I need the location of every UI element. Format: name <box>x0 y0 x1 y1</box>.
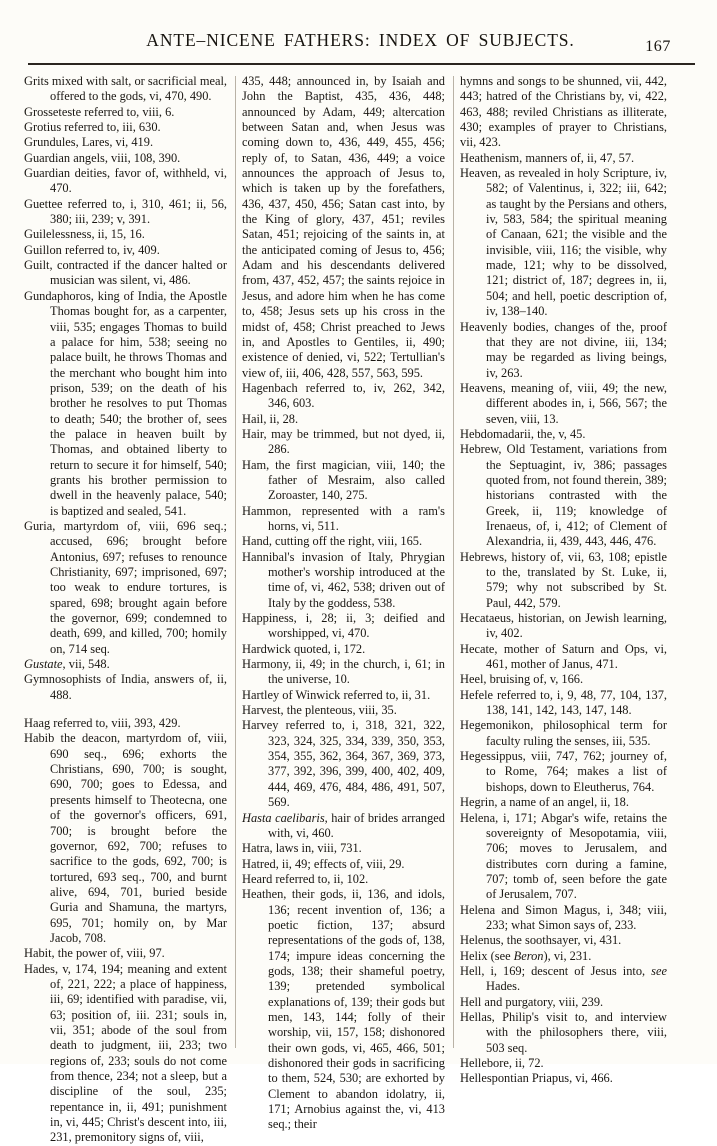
index-entry: Hatred, ii, 49; effects of, viii, 29. <box>242 856 405 871</box>
index-entry-continuation: 435, 448; announced in, by Isaiah and John the Baptist, 435, 436, 448; announced by Adam, 449; altercation between Satan and, when Jesus was coming down to, 436, 449, 455, 456; reply of, to Satan, 436, 449; a voice announces the approach of Jesus to, which is taken up by the forefathers, 436, 437, 450, 456; Satan cast into, by the King of glory, 437, 451; reviles Satan, 451; rejoicing of the saints in, at the anticipated coming of Jesus to, 456; Adam and his descendants delivered from, 437, 452, 457; the saints rejoice in Jesus, and adore him when he has come to, 458; Jesus sets up his cross in the midst of, 458; Christ preached to Jews in, and Apostles to Gentiles, ii, 490; existence of denied, vi, 522; Tertullian's view of, iii, 406, 428, 557, 563, 595. <box>242 74 445 380</box>
index-entry: Hegemonikon, philosophical term for faculty ruling the senses, iii, 535. <box>460 718 667 748</box>
index-entry: Grotius referred to, iii, 630. <box>24 120 161 135</box>
index-entry: Hagenbach referred to, iv, 262, 342, 346, 603. <box>242 380 445 411</box>
index-entry: Harvey referred to, i, 318, 321, 322, 323, 324, 325, 334, 339, 350, 353, 354, 355, 362, 364, 367, 369, 373, 377, 392, 396, 399, 400, 402, 409, 444, 469, 476, 484, 486, 491, 507, 569. <box>242 718 445 810</box>
running-head-title: ANTE–NICENE FATHERS: INDEX OF SUBJECTS. <box>146 30 575 50</box>
index-entry: Guettee referred to, i, 310, 461; ii, 56, 380; iii, 239; v, 391. <box>24 196 227 227</box>
index-entry: Hair, may be trimmed, but not dyed, ii, 286. <box>242 426 445 457</box>
index-entry: Guardian angels, viii, 108, 390. <box>24 150 181 165</box>
index-entry: Hefele referred to, i, 9, 48, 77, 104, 137, 138, 141, 142, 143, 147, 148. <box>460 687 667 718</box>
column-divider-2 <box>453 76 454 1048</box>
index-entry: Happiness, i, 28; ii, 3; deified and worshipped, vi, 470. <box>242 611 445 641</box>
index-entry: Hebdomadarii, the, v, 45. <box>460 426 586 441</box>
index-entry: Grosseteste referred to, viii, 6. <box>24 104 175 119</box>
index-column-3 <box>460 74 669 1087</box>
index-entry: Guria, martyrdom of, viii, 696 seq.; accused, 696; brought before Antonius, 697; refuses to renounce Christianity, 697; imprisoned, 697; too weak to endure tortures, is spared, 698; brought again before the governor, 699; condemned to death, 699, and killed, 700; homily on, 714 seq. <box>24 518 227 656</box>
index-entry: Harmony, ii, 49; in the church, i, 61; in the universe, 10. <box>242 657 445 687</box>
index-entry: Hasta caelibaris, hair of brides arranged with, vi, 460. <box>242 810 445 840</box>
index-columns <box>24 74 699 1145</box>
page-folio-number: 167 <box>645 38 671 55</box>
index-entry: Hellebore, ii, 72. <box>460 1056 544 1070</box>
index-entry: Helena and Simon Magus, i, 348; viii, 233; what Simon says of, 233. <box>460 902 667 932</box>
index-entry: Hammon, represented with a ram's horns, vi, 511. <box>242 503 445 533</box>
index-entry-continuation: hymns and songs to be shunned, vii, 442, 443; hatred of the Christians by, vi, 422, 463, 488; reviled Christians as illiterate, 430; examples of prayer to Christians, vii, 423. <box>460 74 667 150</box>
index-entry: Guardian deities, favor of, withheld, vi, 470. <box>24 166 227 196</box>
index-entry: Heavenly bodies, changes of the, proof that they are not divine, iii, 134; may be regarded as living beings, iv, 263. <box>460 319 667 380</box>
index-entry: Hebrew, Old Testament, variations from the Septuagint, iv, 386; passages quoted from, not found therein, 389; historians contrasted with the Greek, ii, 119; knowledge of Irenaeus, of, i, 412; of Clement of Alexandria, ii, 439, 443, 446, 476. <box>460 442 667 549</box>
index-entry: Hail, ii, 28. <box>242 411 299 426</box>
index-entry: Helix (see Beron), vi, 231. <box>460 948 592 963</box>
letter-section-break <box>24 703 229 716</box>
index-entry: Haag referred to, viii, 393, 429. <box>24 716 181 731</box>
index-column-2 <box>242 74 447 1133</box>
index-entry: Grits mixed with salt, or sacrificial meal, offered to the gods, vi, 470, 490. <box>24 74 228 104</box>
index-entry: Heathen, their gods, ii, 136, and idols, 136; recent invention of, 136; a poetic fiction, 137; absurd representations of the gods of, 138, 174; impure ideas concerning the gods, 138; their shameful poetry, 139; pretended symbolical explanations of, 139; their gods but men, 143, 144; folly of their worship, vii, 157, 158; dishonored their own gods, vi, 465, 466, 501; dishonored their gods in sacrificing to them, 524, 530; are exhorted by Clement to abandon idolatry, ii, 171; Arnobius against the, vi, 413 seq.; their <box>242 887 445 1132</box>
index-entry: Hecataeus, historian, on Jewish learning, iv, 402. <box>460 611 667 641</box>
index-entry: Hardwick quoted, i, 172. <box>242 641 366 656</box>
column-divider-1 <box>235 76 236 1048</box>
index-entry: Gustate, vii, 548. <box>24 657 110 672</box>
index-entry: Gundaphoros, king of India, the Apostle Thomas bought for, as a carpenter, viii, 535; engages Thomas to build a palace for him, 538; seeing no palace built, he throws Thomas and the merchant who bought him into prison, 539; on the death of his brother he resolves to put Thomas to death; 540; the brother of, sees the palace in heaven built by Thomas, and obtained liberty to return to secure it for himself, 540; grants his brother permission to dwell in the heavenly palace, 540; is baptized and sealed, 541. <box>24 288 227 518</box>
index-entry: Hand, cutting off the right, viii, 165. <box>242 534 423 549</box>
index-entry: Hellas, Philip's visit to, and interview with the philosophers there, viii, 503 seq. <box>460 1009 667 1055</box>
index-entry: Guillon referred to, iv, 409. <box>24 242 160 257</box>
index-entry: Guilt, contracted if the dancer halted or musician was silent, vi, 486. <box>24 258 227 288</box>
running-head <box>28 30 693 56</box>
index-entry: Heathenism, manners of, ii, 47, 57. <box>460 150 635 165</box>
index-entry: Habib the deacon, martyrdom of, viii, 690 seq., 696; exhorts the Christians, 690, 700; is sought, 690, 700; goes to Edessa, and presents himself to Theotecna, one of the governor's officers, 691, 700; is brought before the governor, 692, 700; refuses to sacrifice to the gods, 692, 700; is tortured, 693 seq., 700, and burnt alive, 694, 701, buried beside Guria and Shamuna, the martyrs, 695, 701; homily on, by Mar Jacob, 708. <box>24 731 227 945</box>
index-entry: Hecate, mother of Saturn and Ops, vi, 461, mother of Janus, 471. <box>460 641 667 672</box>
index-entry: Helenus, the soothsayer, vi, 431. <box>460 933 622 948</box>
index-entry: Heard referred to, ii, 102. <box>242 871 369 886</box>
index-entry: Grundules, Lares, vi, 419. <box>24 135 154 150</box>
header-rule <box>28 63 695 65</box>
index-entry: Habit, the power of, viii, 97. <box>24 946 165 961</box>
index-entry: Ham, the first magician, viii, 140; the father of Mesraim, also called Zoroaster, 140, 275. <box>242 457 445 503</box>
index-entry: Hatra, laws in, viii, 731. <box>242 841 362 856</box>
index-column-1 <box>24 74 229 1146</box>
index-entry: Heavens, meaning of, viii, 49; the new, different abodes in, i, 566, 567; the seven, viii, 13. <box>460 380 667 426</box>
index-entry: Hartley of Winwick referred to, ii, 31. <box>242 687 431 702</box>
index-entry: Hegrin, a name of an angel, ii, 18. <box>460 795 629 810</box>
index-entry: Hannibal's invasion of Italy, Phrygian mother's worship introduced at the time of, vi, 462, 538; driven out of Italy by the goddess, 538. <box>242 549 445 610</box>
index-entry: Hebrews, history of, vii, 63, 108; epistle to the, translated by St. Luke, ii, 579; why not subscribed by St. Paul, 442, 579. <box>460 549 667 610</box>
index-entry: Guilelessness, ii, 15, 16. <box>24 227 145 242</box>
index-entry: Heaven, as revealed in holy Scripture, iv, 582; of Valentinus, i, 322; iii, 642; as taught by the Persians and others, iv, 583, 584; the spiritual meaning of Canaan, 621; the visible and the invisible, viii, 116; the visible, why made, 121; why to be dissolved, 121; district of, 187; degrees in, ii, 504; and hell, poetic description of, iv, 138–140. <box>460 166 667 319</box>
index-entry: Helena, i, 171; Abgar's wife, retains the sovereignty of Mesopotamia, viii, 706; moves to Jerusalem, and distributes corn during a famine, 707; tomb of, seen before the gate of Jerusalem, 707. <box>460 810 667 902</box>
index-entry: Hellespontian Priapus, vi, 466. <box>460 1071 613 1086</box>
index-entry: Hegessippus, viii, 747, 762; journey of, to Rome, 764; makes a list of bishops, down to Eleutherus, 764. <box>460 749 667 794</box>
index-entry: Gymnosophists of India, answers of, ii, 488. <box>24 672 227 702</box>
index-entry: Harvest, the plenteous, viii, 35. <box>242 703 397 718</box>
index-entry: Hell and purgatory, viii, 239. <box>460 994 604 1009</box>
index-entry: Hell, i, 169; descent of Jesus into, see Hades. <box>460 963 667 994</box>
index-entry: Hades, v, 174, 194; meaning and extent of, 221, 222; a place of happiness, iii, 69; identified with paradise, vii, 63; position of, iii. 231; souls in, vii, 351; abode of the soul from death to judgment, iii, 233; two regions of, 233; souls do not come from thence, 234; not a sleep, but a discipline of the soul, 235; repentance in, ii, 491; punishment in, vi, 445; Christ's descent into, iii, 231, premonitory signs of, viii, <box>24 961 227 1145</box>
index-entry: Heel, bruising of, v, 166. <box>460 672 584 687</box>
